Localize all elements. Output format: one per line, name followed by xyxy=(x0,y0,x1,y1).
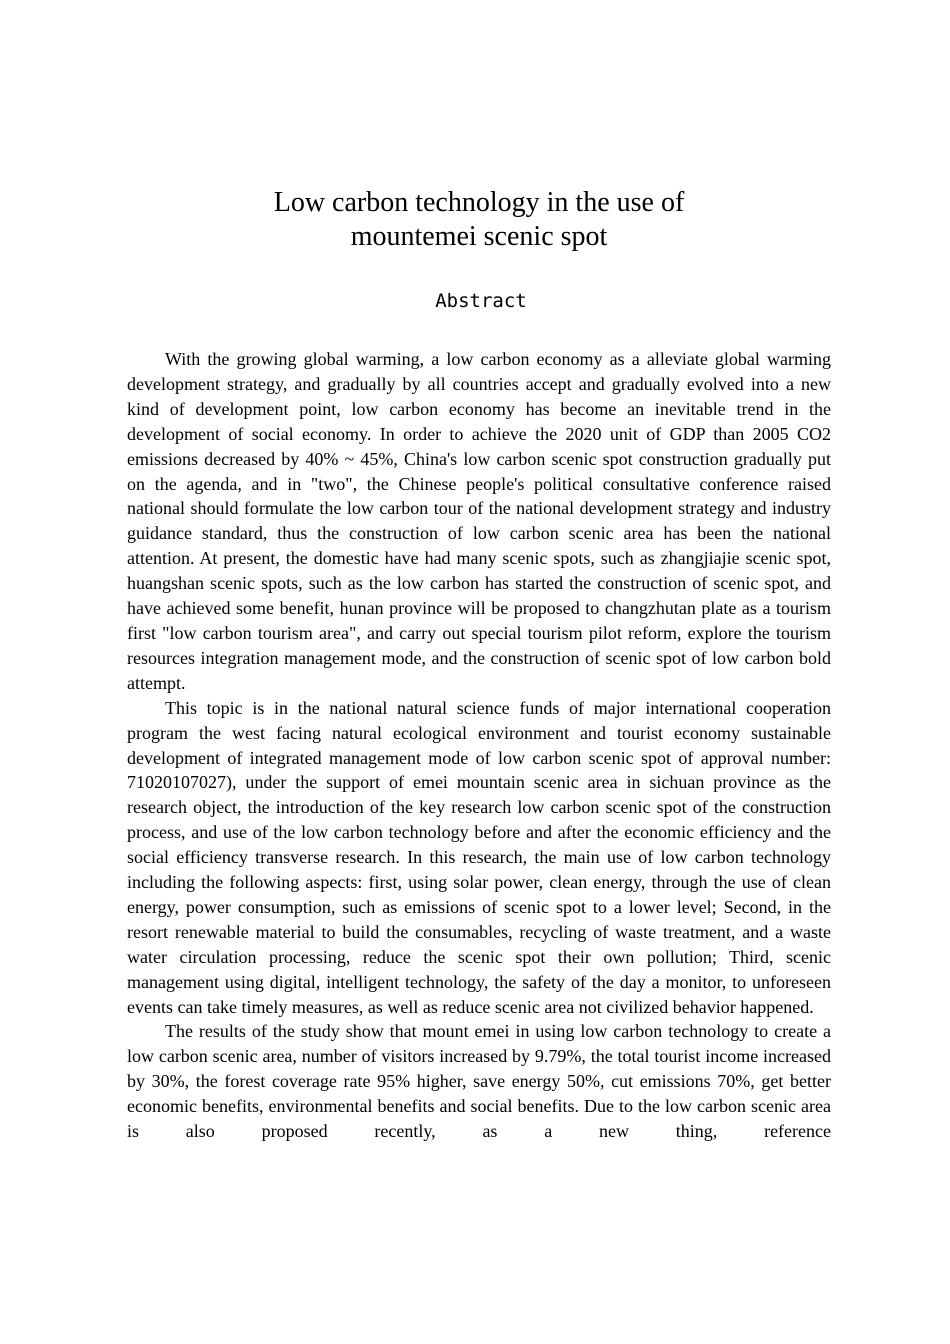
document-title xyxy=(0,186,950,254)
abstract-paragraph-1: With the growing global warming, a low carbon economy as a alleviate global warming development strategy, and gradually by all countries accept and gradually evolved into a new kind of development point, low carbon economy has become an inevitable trend in the development of social economy. In order to achieve the 2020 unit of GDP than 2005 CO2 emissions decreased by 40% ~ 45%, China's low carbon scenic spot construction gradually put on the agenda, and in "two", the Chinese people's political consultative conference raised national should formulate the low carbon tour of the national development strategy and industry guidance standard, thus the construction of low carbon scenic area has been the national attention. At present, the domestic have had many scenic spots, such as zhangjiajie scenic spot, huangshan scenic spots, such as the low carbon has started the construction of scenic spot, and have achieved some benefit, hunan province will be proposed to changzhutan plate as a tourism first "low carbon tourism area", and carry out special tourism pilot reform, explore the tourism resources integration management mode, and the construction of scenic spot of low carbon bold attempt. xyxy=(127,349,831,693)
abstract-body xyxy=(127,347,831,1144)
abstract-heading: Abstract xyxy=(435,290,527,312)
abstract-paragraph-2: This topic is in the national natural science funds of major international cooperation program the west facing natural ecological environment and tourist economy sustainable development of integrated management mode of low carbon scenic spot of approval number: 71020107027), under the support of emei mountain scenic area in sichuan province as the research object, the introduction of the key research low carbon scenic spot of the construction process, and use of the low carbon technology before and after the economic efficiency and the social efficiency transverse research. In this research, the main use of low carbon technology including the following aspects: first, using solar power, clean energy, through the use of clean energy, power consumption, such as emissions of scenic spot to a lower level; Second, in the resort renewable material to build the consumables, recycling of waste treatment, and a waste water circulation processing, reduce the scenic spot their own pollution; Third, scenic management using digital, intelligent technology, the safety of the day a monitor, to unforeseen events can take timely measures, as well as reduce scenic area not civilized behavior happened. xyxy=(127,697,831,1017)
title-line-2: mountemei scenic spot xyxy=(350,221,608,252)
title-line-1: Low carbon technology in the use of xyxy=(273,187,685,218)
abstract-paragraph-3: The results of the study show that mount emei in using low carbon technology to create a low carbon scenic area, number of visitors increased by 9.79%, the total tourist income increased by 30%, the forest coverage rate 95% higher, save energy 50%, cut emissions 70%, get better economic benefits, environmental benefits and social benefits. Due to the low carbon scenic area is also proposed recently, as a new thing, reference xyxy=(127,1021,831,1142)
